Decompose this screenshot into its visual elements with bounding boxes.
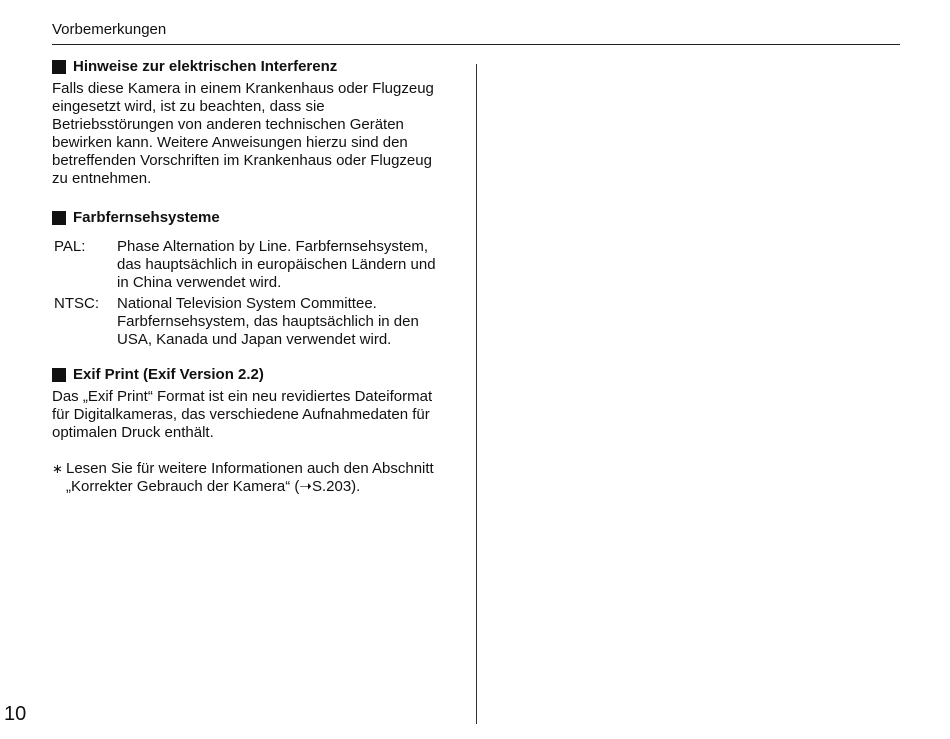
definition-term: NTSC: xyxy=(54,295,99,312)
definition-desc: Phase Alternation by Line. Farbfernsehsystem, das hauptsächlich in europäischen Ländern und in China verwendet wird. xyxy=(117,238,436,291)
definition-term: PAL: xyxy=(54,238,86,255)
square-bullet-icon xyxy=(52,211,66,225)
section-heading-text: Hinweise zur elektrischen Interferenz xyxy=(73,58,338,75)
section-heading-text: Farbfernsehsysteme xyxy=(73,209,220,226)
section-heading-text: Exif Print (Exif Version 2.2) xyxy=(73,366,264,383)
section-heading xyxy=(52,366,452,384)
section-interference xyxy=(52,58,452,188)
section-heading xyxy=(52,209,452,227)
section-exif xyxy=(52,366,452,442)
definition-desc: National Television System Committee. Farbfernsehsystem, das hauptsächlich in den USA, Kanada und Japan verwendet wird. xyxy=(117,295,419,348)
section-body: Falls diese Kamera in einem Krankenhaus oder Flugzeug eingesetzt wird, ist zu beachten, dass sie Betriebsstörungen von anderen technischen Geräten bewirken kann. Weitere Anweisungen hierzu sind den betreffenden Vorschriften im Krankenhaus oder Flugzeug zu entnehmen. xyxy=(52,80,434,187)
left-column xyxy=(52,58,452,496)
footnote-text: Lesen Sie für weitere Informationen auch den Abschnitt „Korrekter Gebrauch der Kamera“ (➝S.203). xyxy=(66,460,434,495)
asterisk-icon: ∗ xyxy=(52,461,63,476)
square-bullet-icon xyxy=(52,368,66,382)
square-bullet-icon xyxy=(52,60,66,74)
section-tv-systems xyxy=(52,209,452,349)
section-body: Das „Exif Print“ Format ist ein neu revidiertes Dateiformat für Digitalkameras, das verschiedene Aufnahmedaten für optimalen Druck enthält. xyxy=(52,388,433,441)
running-header: Vorbemerkungen xyxy=(52,20,900,45)
page-number: 10 xyxy=(4,703,27,725)
definition-item-ntsc xyxy=(52,295,452,349)
column-divider xyxy=(476,64,477,724)
footnote xyxy=(52,460,452,496)
definition-item-pal xyxy=(52,238,452,292)
section-heading xyxy=(52,58,452,76)
